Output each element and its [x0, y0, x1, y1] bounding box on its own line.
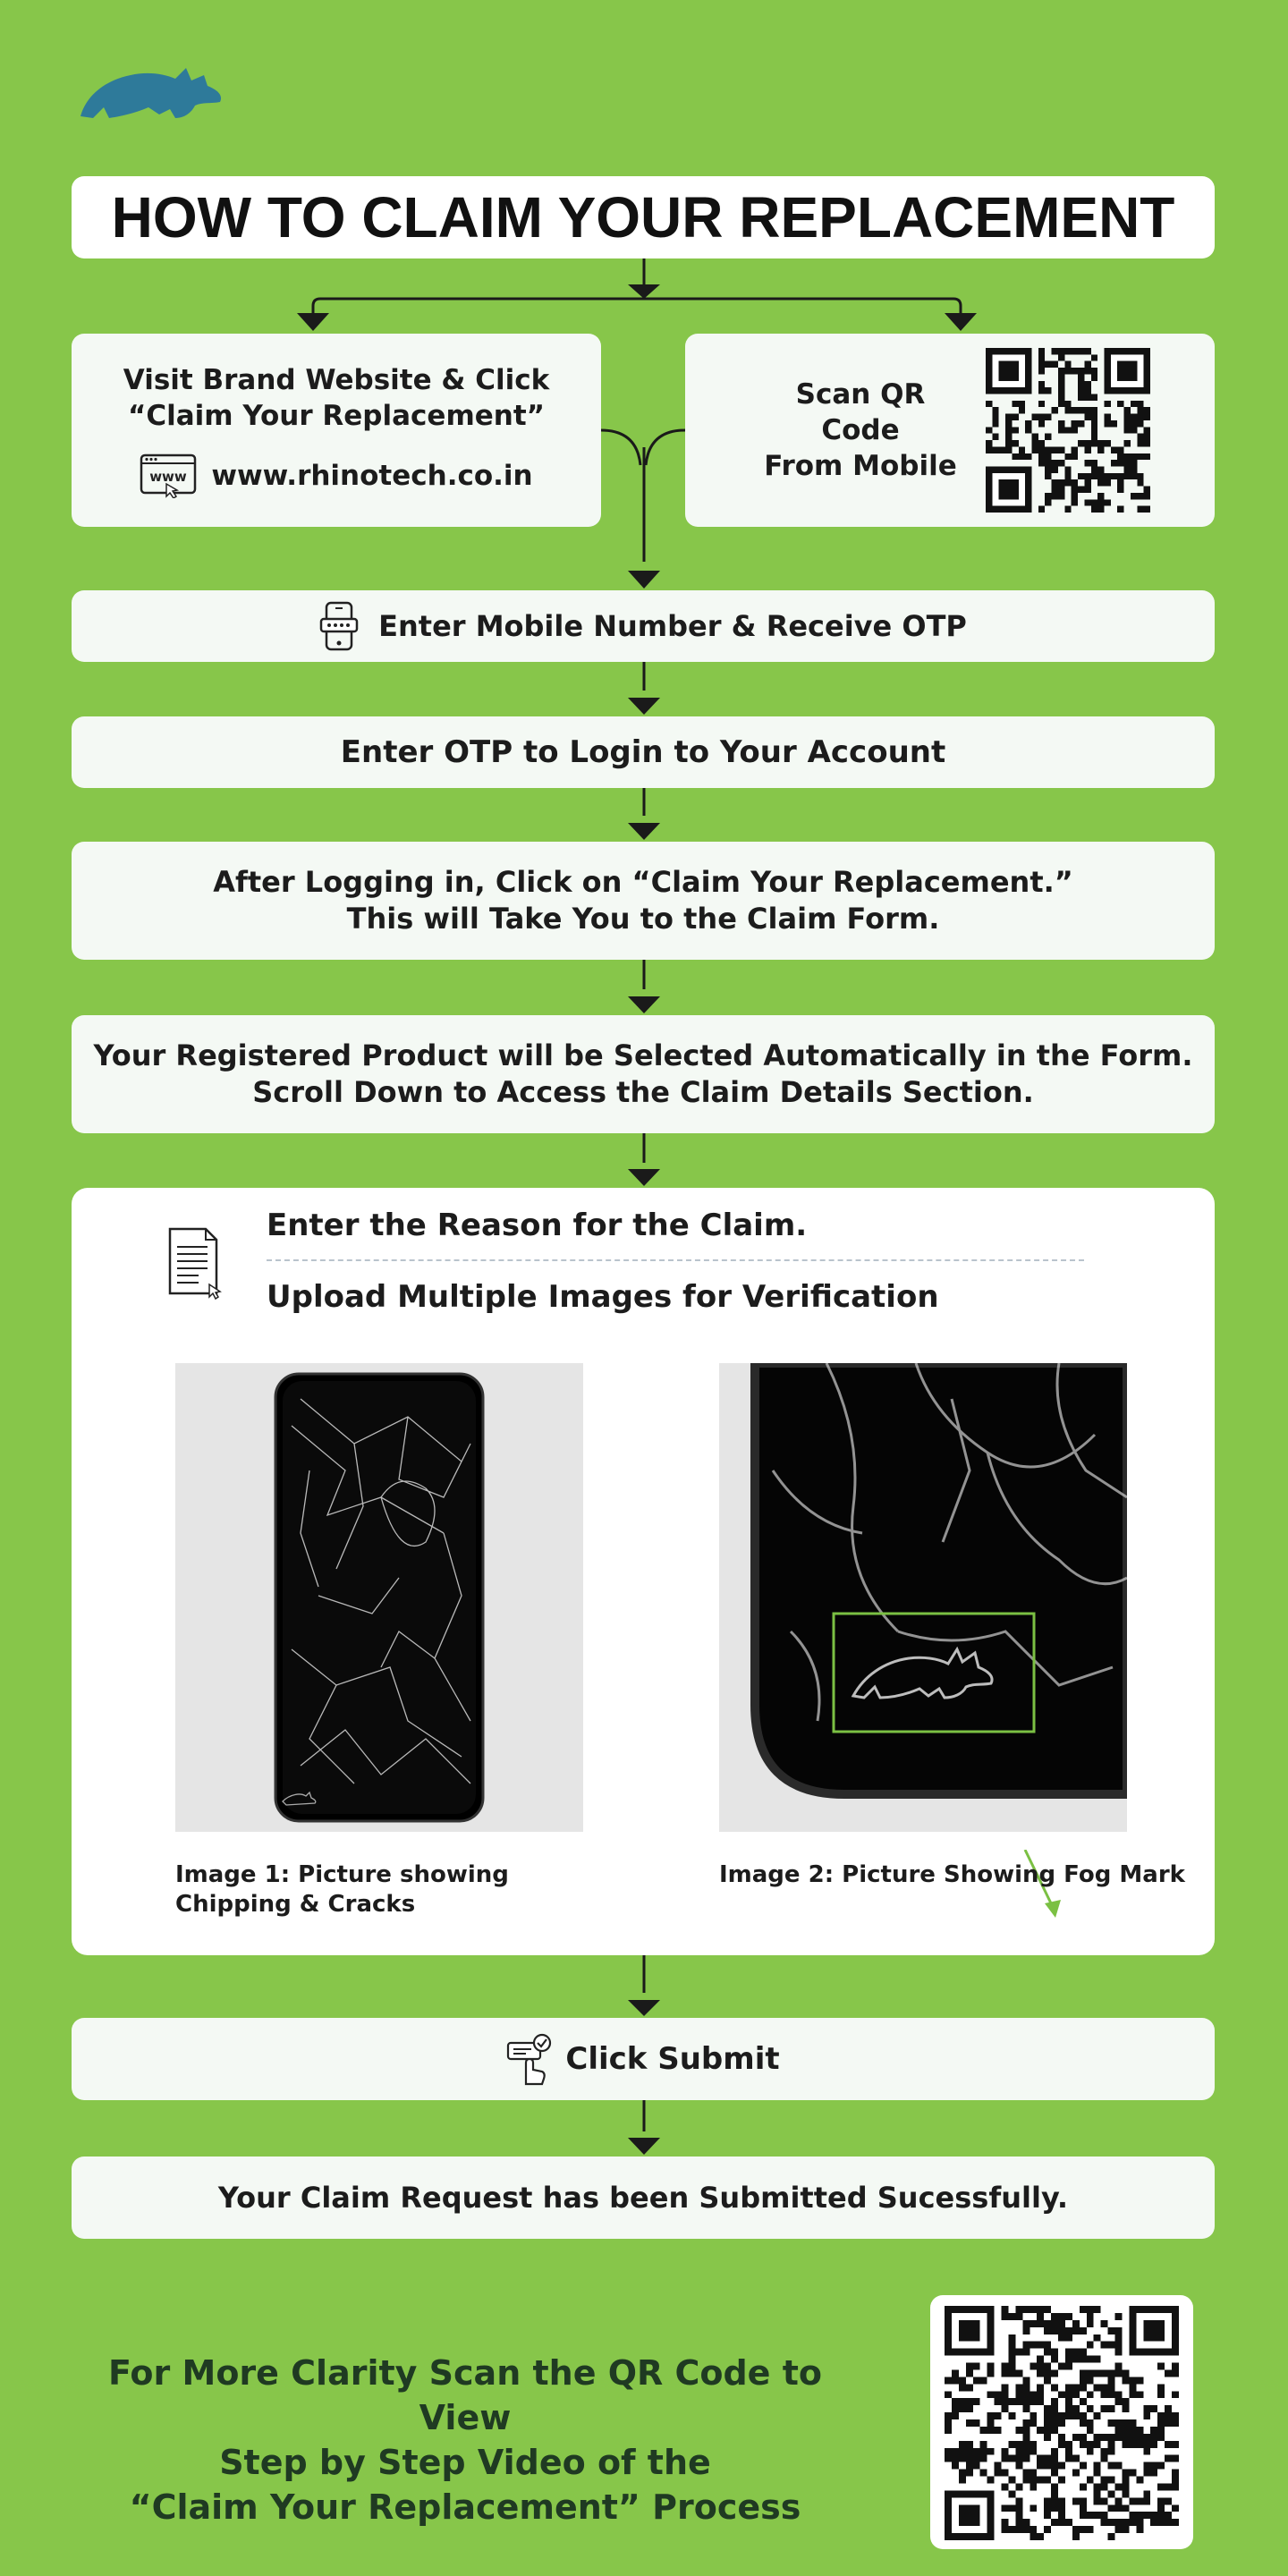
phone-otp-icon — [319, 601, 359, 651]
step-done-text: Your Claim Request has been Submitted Sucessfully. — [217, 2180, 1069, 2215]
step-otp-text: Enter OTP to Login to Your Account — [340, 733, 946, 770]
qr-code-icon[interactable] — [986, 348, 1150, 513]
video-qr-card — [930, 2295, 1193, 2549]
step-enter-mobile — [72, 590, 1215, 662]
step-product-line2: Scroll Down to Access the Claim Details Section. — [252, 1075, 1034, 1109]
www-icon-label: www — [149, 469, 188, 485]
footer-instructions — [72, 2351, 859, 2529]
website-instruction-line2: “Claim Your Replacement” — [127, 400, 546, 432]
step-mobile-text: Enter Mobile Number & Receive OTP — [378, 608, 967, 643]
claim-reason-label: Enter the Reason for the Claim. — [267, 1208, 808, 1243]
step-claim-line2: This will Take You to the Claim Form. — [346, 902, 940, 936]
footer-line2: Step by Step Video of the — [219, 2443, 711, 2482]
website-option-card — [72, 334, 601, 527]
fog-mark-image — [719, 1363, 1127, 1832]
step-claim-line1: After Logging in, Click on “Claim Your Replacement.” — [213, 865, 1073, 899]
image2-caption: Image 2: Picture Showing Fog Mark — [719, 1861, 1185, 1888]
submit-hand-icon — [506, 2032, 553, 2086]
upload-images-label: Upload Multiple Images for Verification — [267, 1279, 939, 1315]
step-product-line1: Your Registered Product will be Selected Automatically in the Form. — [93, 1038, 1193, 1072]
document-icon — [166, 1225, 224, 1301]
title-banner — [72, 176, 1215, 258]
step-submitted — [72, 2157, 1215, 2239]
qr-instruction-line1: Scan QR Code — [795, 378, 926, 446]
step-click-submit — [72, 2018, 1215, 2100]
website-instruction-line1: Visit Brand Website & Click — [123, 364, 550, 396]
claim-details-card — [72, 1188, 1215, 1955]
qr-instruction-line2: From Mobile — [764, 450, 957, 482]
image1-caption-line1: Image 1: Picture showing — [175, 1861, 509, 1888]
website-url-link[interactable]: www.rhinotech.co.in — [211, 460, 533, 492]
browser-window-icon — [140, 453, 197, 498]
image1-caption-line2: Chipping & Cracks — [175, 1891, 416, 1918]
step-submit-text[interactable]: Click Submit — [565, 2040, 780, 2077]
footer-line3: “Claim Your Replacement” Process — [129, 2487, 801, 2527]
rhino-logo-icon — [77, 63, 225, 125]
footer-line1: For More Clarity Scan the QR Code to View — [108, 2353, 822, 2437]
qr-code-icon[interactable] — [943, 2306, 1181, 2540]
step-click-claim — [72, 842, 1215, 960]
dashed-divider — [267, 1259, 1084, 1261]
step-product-selected — [72, 1015, 1215, 1133]
cracked-phone-image — [175, 1363, 583, 1832]
page-title: HOW TO CLAIM YOUR REPLACEMENT — [111, 185, 1175, 250]
step-enter-otp — [72, 716, 1215, 788]
qr-option-card — [685, 334, 1215, 527]
